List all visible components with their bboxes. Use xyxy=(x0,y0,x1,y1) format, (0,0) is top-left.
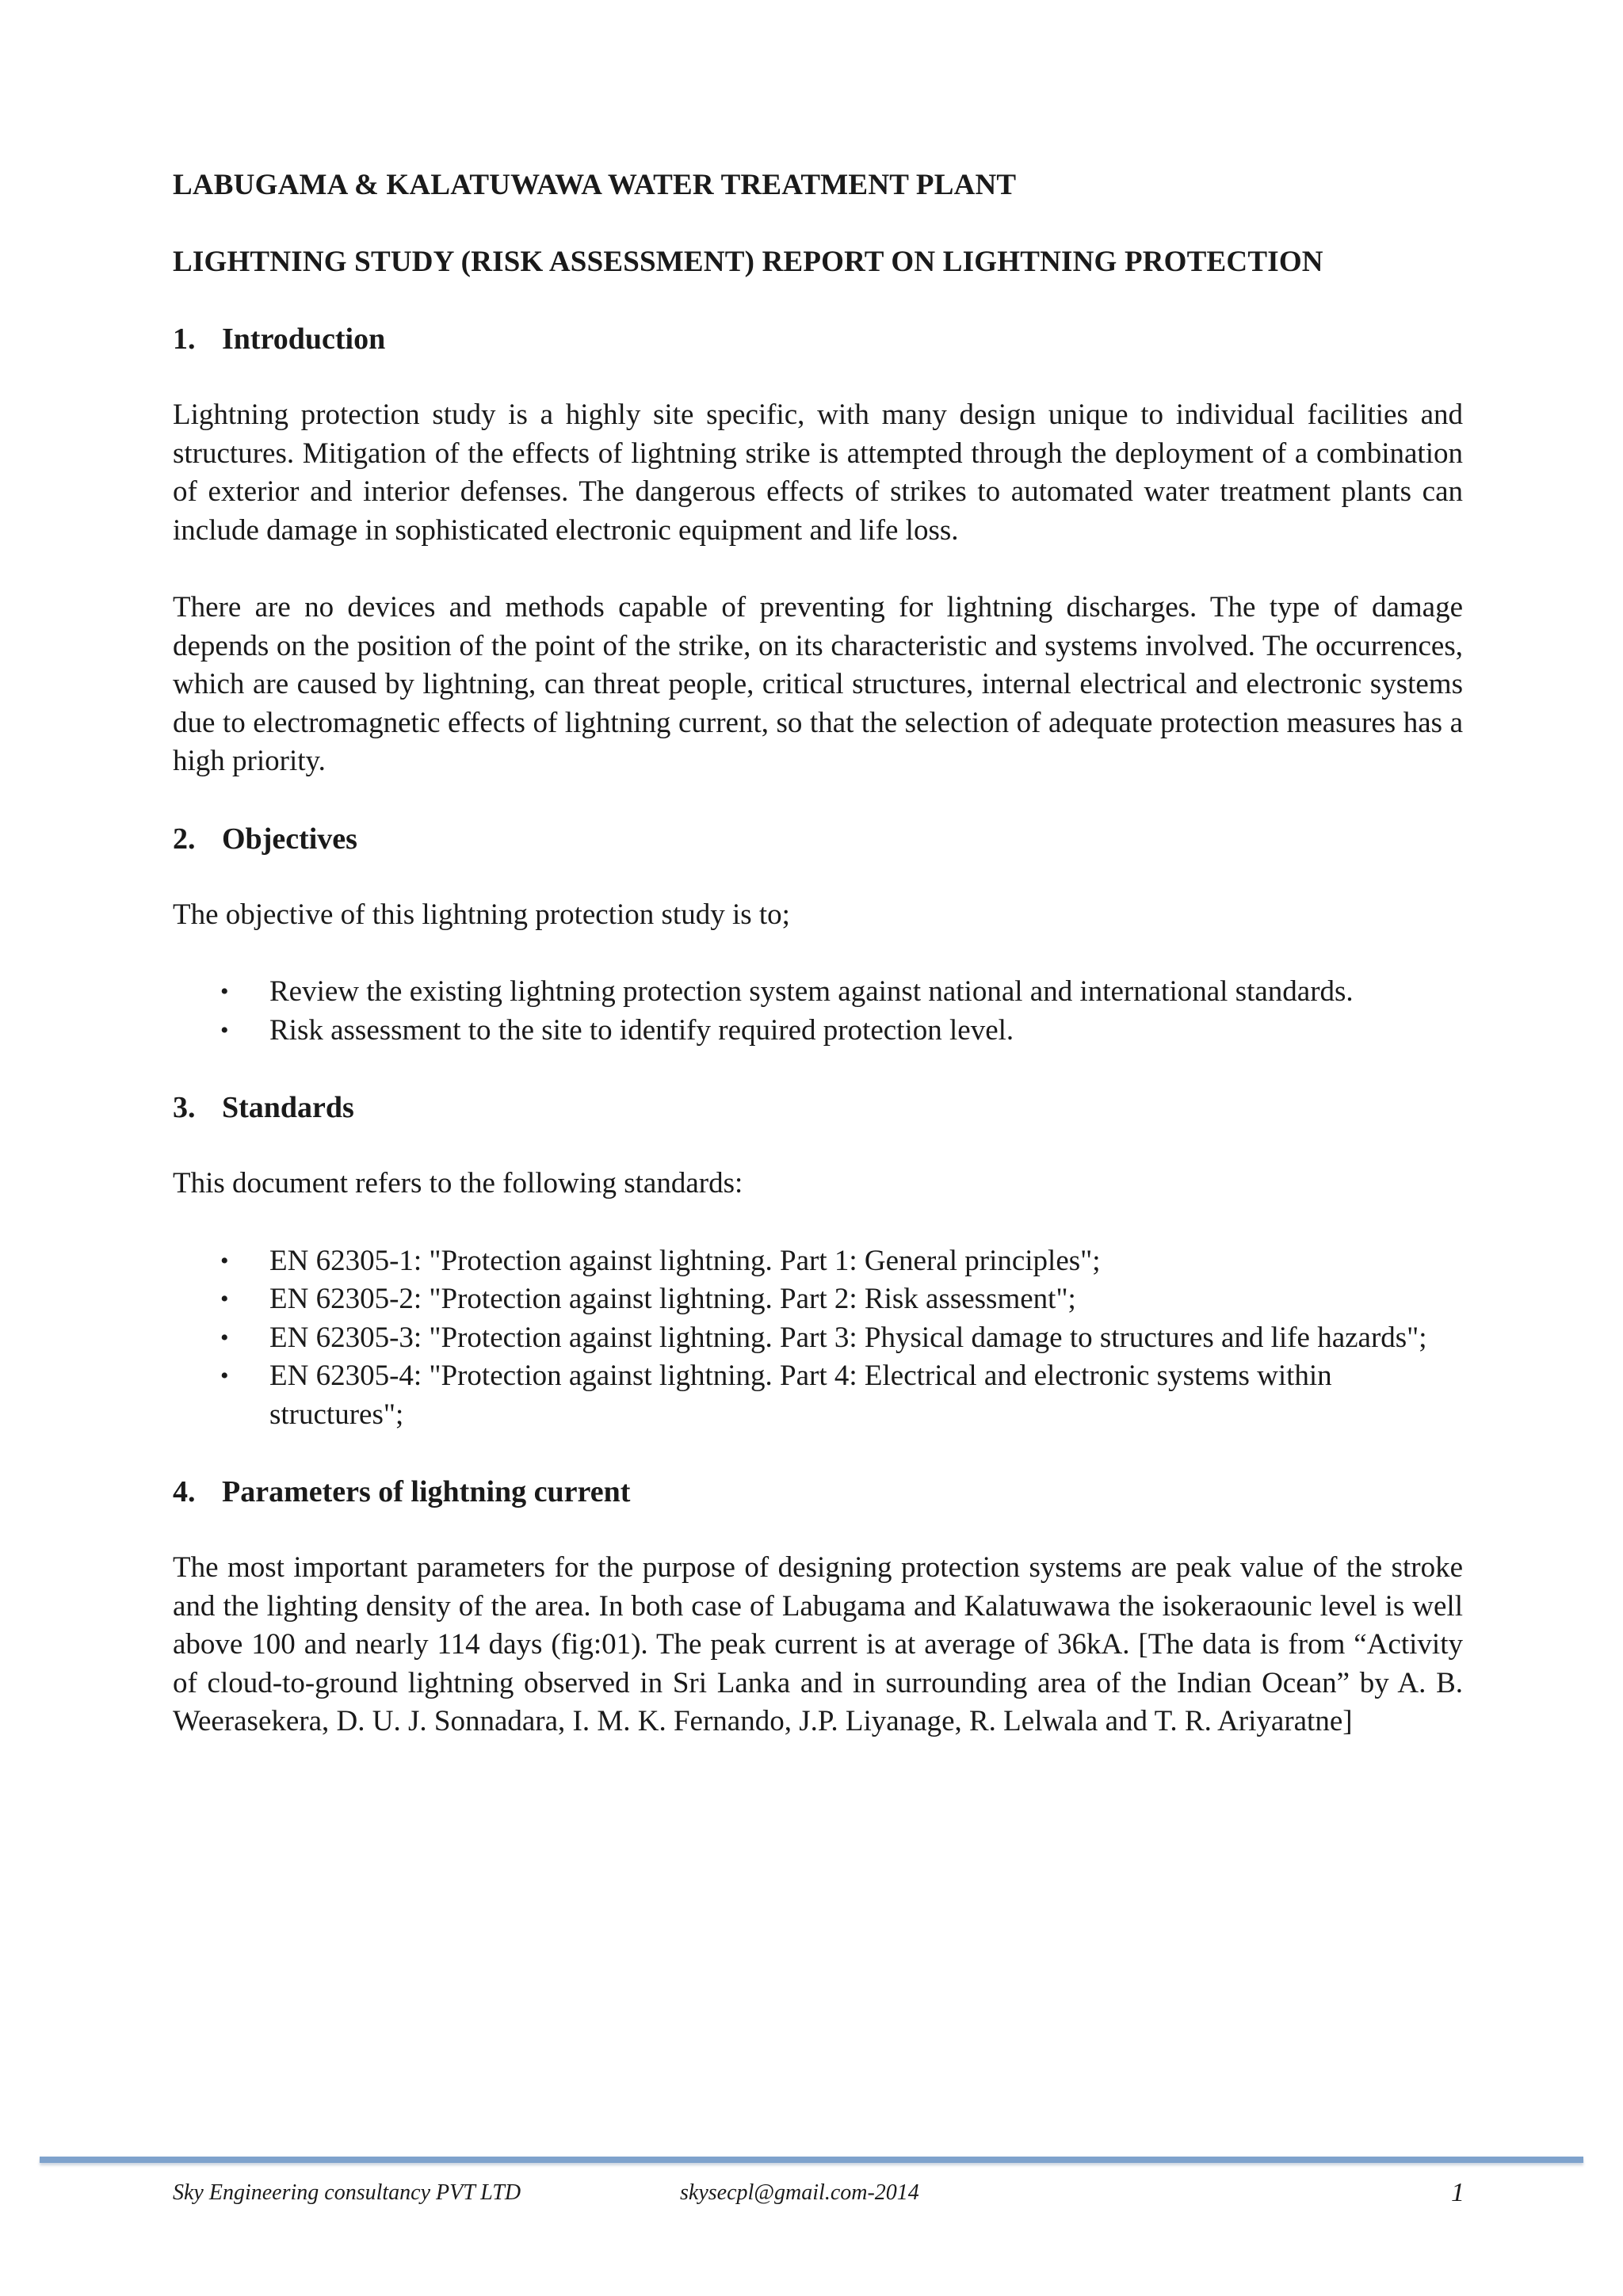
objectives-list xyxy=(173,973,1463,1050)
section-title: Parameters of lightning current xyxy=(222,1475,631,1508)
section-heading-introduction xyxy=(173,320,1463,358)
section-title: Introduction xyxy=(222,322,386,356)
section-heading-objectives xyxy=(173,820,1463,858)
page-footer xyxy=(173,2179,1465,2210)
page-number: 1 xyxy=(1451,2178,1465,2207)
section-title: Standards xyxy=(222,1091,354,1124)
footer-divider xyxy=(40,2157,1583,2163)
section-number: 4. xyxy=(173,1475,196,1508)
objectives-intro: The objective of this lightning protection study is to; xyxy=(173,898,790,931)
bullet-icon: • xyxy=(220,1324,229,1351)
introduction-paragraph-1: Lightning protection study is a highly site specific, with many design unique to individual facilities and structures. Mitigation of the effects of lightning strike is attempted through the deployment of a combination of exterior and interior defenses. The dangerous effects of strikes to automated water treatment plants can include damage in sophisticated electronic equipment and life loss. xyxy=(173,399,1463,547)
list-item-text: EN 62305-1: "Protection against lightning. Part 1: General principles"; xyxy=(269,1244,1101,1277)
parameters-paragraph: The most important parameters for the purpose of designing protection systems are peak value of the stroke and the lighting density of the area. In both case of Labugama and Kalatuwawa the isokeraounic level is well above 100 and nearly 114 days (fig:01). The peak current is at average of 36kA. [The data is from “Activity of cloud-to-ground lightning observed in Sri Lanka and in surrounding area of the Indian Ocean” by A. B. Weerasekera, D. U. J. Sonnadara, I. M. K. Fernando, J.P. Liyanage, R. Lelwala and T. R. Ariyaratne] xyxy=(173,1551,1463,1737)
list-item-text: Review the existing lightning protection system against national and international standards. xyxy=(269,975,1354,1008)
list-item-text: EN 62305-2: "Protection against lightning. Part 2: Risk assessment"; xyxy=(269,1283,1076,1315)
section-heading-parameters xyxy=(173,1473,1463,1511)
section-heading-standards xyxy=(173,1089,1463,1127)
list-item xyxy=(220,1012,1463,1051)
list-item xyxy=(220,973,1463,1012)
section-number: 1. xyxy=(173,322,196,356)
section-number: 2. xyxy=(173,822,196,856)
document-title-line1: LABUGAMA & KALATUWAWA WATER TREATMENT PLANT xyxy=(173,169,1017,201)
list-item-text: EN 62305-3: "Protection against lightning. Part 3: Physical damage to structures and life hazards"; xyxy=(269,1321,1427,1354)
bullet-icon: • xyxy=(220,978,229,1005)
standards-list xyxy=(173,1242,1463,1435)
bullet-icon: • xyxy=(220,1286,229,1312)
list-item xyxy=(220,1357,1463,1434)
bullet-icon: • xyxy=(220,1363,229,1389)
list-item xyxy=(220,1242,1463,1281)
section-title: Objectives xyxy=(222,822,357,856)
document-page xyxy=(173,166,1463,1780)
list-item-text: EN 62305-4: "Protection against lightning. Part 4: Electrical and electronic systems within structures"; xyxy=(269,1360,1332,1431)
standards-intro: This document refers to the following standards: xyxy=(173,1167,743,1199)
list-item xyxy=(220,1280,1463,1319)
document-title-line2: LIGHTNING STUDY (RISK ASSESSMENT) REPORT ON LIGHTNING PROTECTION xyxy=(173,246,1323,278)
list-item xyxy=(220,1319,1463,1358)
list-item-text: Risk assessment to the site to identify required protection level. xyxy=(269,1013,1014,1047)
introduction-paragraph-2: There are no devices and methods capable of preventing for lightning discharges. The type of damage depends on the position of the point of the strike, on its characteristic and systems involved. The occurrences, which are caused by lightning, can threat people, critical structures, internal electrical and electronic systems due to electromagnetic effects of lightning current, so that the selection of adequate protection measures has a high priority. xyxy=(173,591,1463,777)
section-number: 3. xyxy=(173,1091,196,1124)
bullet-icon: • xyxy=(220,1016,229,1043)
footer-company: Sky Engineering consultancy PVT LTD xyxy=(173,2180,521,2205)
footer-email: skysecpl@gmail.com-2014 xyxy=(680,2180,919,2205)
bullet-icon: • xyxy=(220,1247,229,1274)
